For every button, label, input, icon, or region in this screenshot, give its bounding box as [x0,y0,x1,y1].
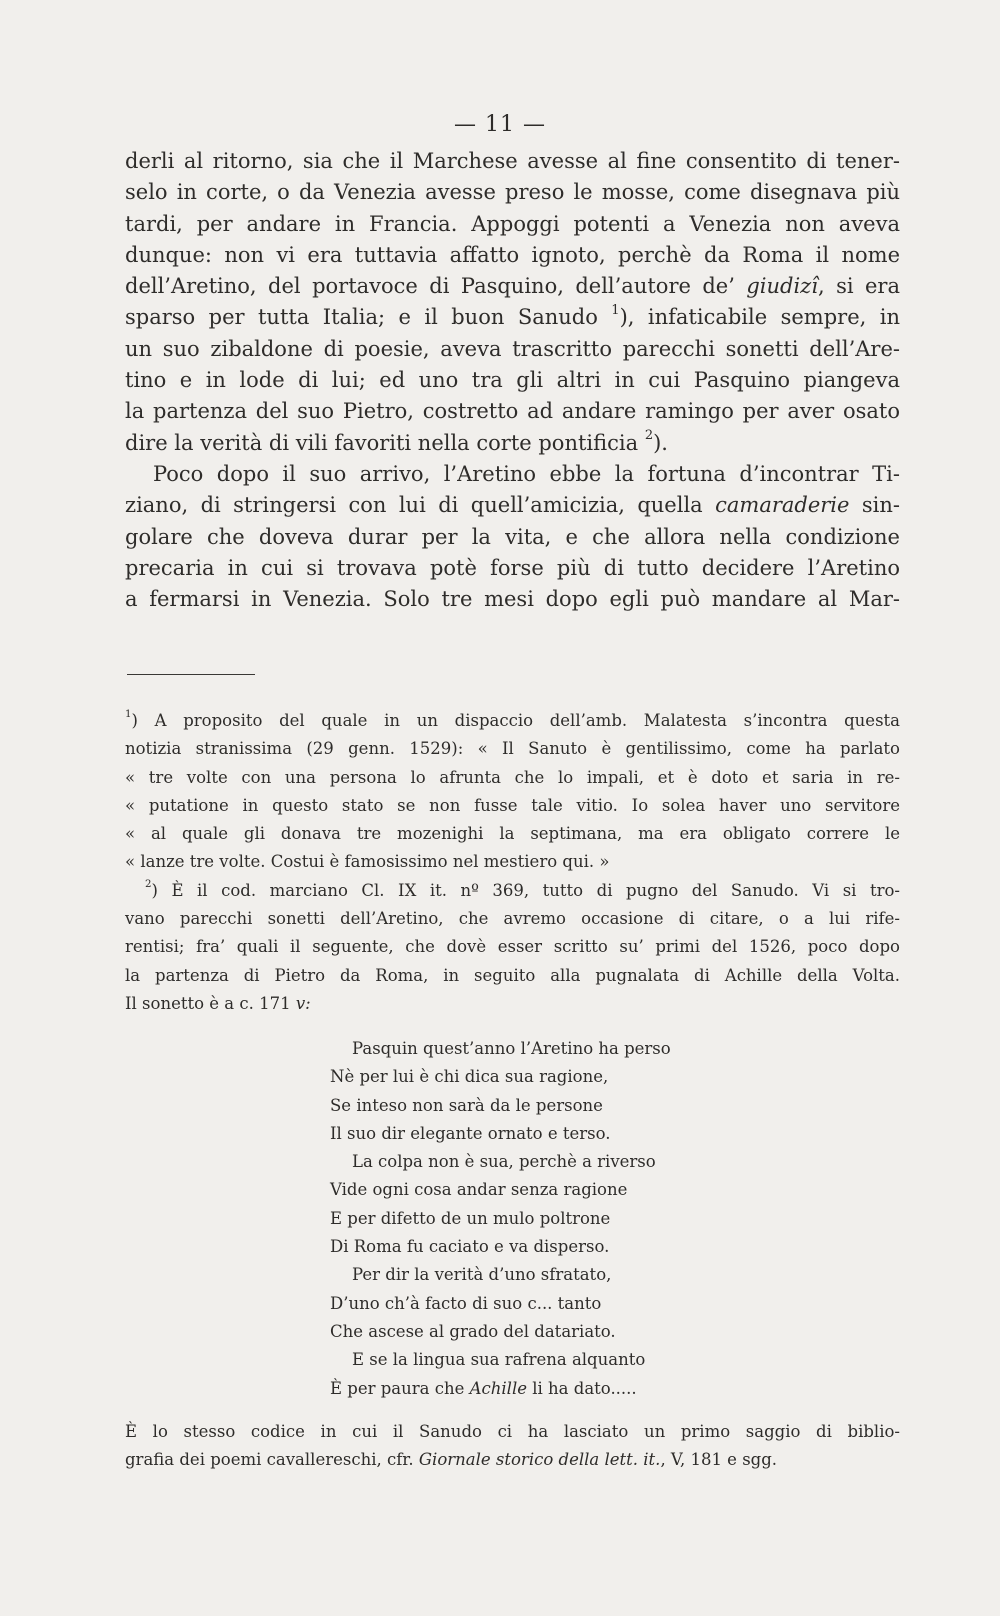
poem-line: Che ascese al grado del datariato. [330,1321,616,1341]
poem-line [330,1375,671,1403]
poem-line: Il suo dir elegante ornato e terso. [330,1123,611,1143]
footnote-line: la partenza di Pietro da Roma, in seguito alla pugnalata di Achille della Volta. [125,965,900,985]
page-number: — 11 — [454,112,546,137]
text-run: grafia dei poemi cavallereschi, cfr. [125,1450,419,1470]
footnote-line: vano parecchi sonetti dell’Aretino, che avremo occasione di citare, o a lui rife- [125,909,900,929]
text-run: sin- [849,493,900,518]
poem-line: Pasquin quest’anno l’Aretino ha perso [352,1039,671,1058]
text-line: golare che doveva durar per la vita, e che allora nella condizione [125,524,900,549]
text-run: li ha dato..... [527,1378,637,1398]
poem-line: La colpa non è sua, perchè a riverso [352,1152,656,1172]
text-line: la partenza del suo Pietro, costretto ad andare ramingo per aver osato [125,399,900,424]
italic-run: v: [295,993,311,1013]
closing-line: È lo stesso codice in cui il Sanudo ci ha lasciato un primo saggio di biblio- [125,1422,900,1441]
footnote-ref: 2 [644,428,654,444]
sonnet [330,1035,671,1403]
footnote-line: rentisi; fra’ quali il seguente, che dovè esser scritto su’ primi del 1526, poco dopo [125,937,900,957]
text-line: precaria in cui si trovava potè forse più di tutto decidere l’Aretino [125,555,900,580]
poem-line: E per difetto de un mulo poltrone [330,1208,611,1228]
text-line [125,302,900,333]
text-run: Il sonetto è a c. 171 [125,993,296,1013]
closing-note [125,1418,900,1475]
italic-run: Achille [469,1378,528,1398]
text-run: ) È il cod. marciano Cl. IX it. nº 369, tutto di pugno del Sanudo. Vi si tro- [151,880,900,900]
text-run: , si era [817,274,900,299]
text-run: , V, 181 e sgg. [660,1450,778,1470]
footnote-line: « putatione in questo stato se non fusse tale vitio. Io solea haver uno servitore [125,795,900,815]
footnote-line: « tre volte con una persona lo afrunta che lo impali, et è doto et saria in re- [125,767,900,787]
footnote-line [125,877,900,905]
footnote-divider [127,674,255,675]
text-line: derli al ritorno, sia che il Marchese avesse al fine consentito di tener- [125,149,900,173]
footnote-line [125,707,900,735]
text-line [125,490,900,521]
footnote-line: « lanze tre volte. Costui è famosissimo nel mestiero qui. » [125,852,610,872]
text-run: ), infaticabile sempre, in [619,305,900,330]
poem-line: Se inteso non sarà da le persone [330,1095,603,1115]
footnote-marker: 1 [125,709,132,721]
poem-line: Di Roma fu caciato e va disperso. [330,1237,610,1257]
italic-run: giudizî [746,274,818,299]
main-text [125,146,900,615]
text-line [125,271,900,302]
poem-line: Nè per lui è chi dica sua ragione, [330,1067,609,1087]
text-run: dell’Aretino, del portavoce di Pasquino, dell’autore de’ [125,274,747,299]
text-run: dire la verità di vili favoriti nella corte pontificia [125,430,645,455]
text-run: ziano, di stringersi con lui di quell’amicizia, quella [125,493,716,518]
text-line: Poco dopo il suo arrivo, l’Aretino ebbe la fortuna d’incontrar Ti- [153,461,900,486]
footnote-marker: 2 [145,879,152,891]
footnote-ref: 1 [611,302,620,318]
footnote-line: notizia stranissima (29 genn. 1529): « Il Sanuto è gentilissimo, come ha parlato [125,739,900,759]
text-run: È per paura che [330,1378,470,1398]
poem-line: E se la lingua sua rafrena alquanto [352,1350,646,1370]
poem-line: D’uno ch’à facto di suo c... tanto [330,1293,602,1313]
text-run: sparso per tutta Italia; e il buon Sanudo [125,305,612,330]
text-line: tardi, per andare in Francia. Appoggi potenti a Venezia non aveva [125,211,900,236]
poem-line: Vide ogni cosa andar senza ragione [330,1180,628,1200]
text-run: ) A proposito del quale in un dispaccio dell’amb. Malatesta s’incontra questa [131,711,900,730]
footnote-line [125,990,900,1018]
italic-run: camaraderie [715,493,850,518]
text-line: tino e in lode di lui; ed uno tra gli altri in cui Pasquino piangeva [125,368,900,393]
text-line: un suo zibaldone di poesie, aveva trascritto parecchi sonetti dell’Are- [125,336,900,361]
text-line: a fermarsi in Venezia. Solo tre mesi dopo egli può mandare al Mar- [125,587,900,612]
footnotes [125,707,900,1018]
poem-line: Per dir la verità d’uno sfratato, [352,1265,612,1285]
text-line: selo in corte, o da Venezia avesse preso le mosse, come disegnava più [125,180,900,205]
text-line [125,428,900,459]
italic-run: Giornale storico della lett. it. [418,1450,661,1470]
closing-line [125,1446,900,1474]
text-line: dunque: non vi era tuttavia affatto ignoto, perchè da Roma il nome [125,242,900,267]
text-run: ). [653,430,668,455]
footnote-line: « al quale gli donava tre mozenighi la septimana, ma era obligato correre le [125,824,900,844]
